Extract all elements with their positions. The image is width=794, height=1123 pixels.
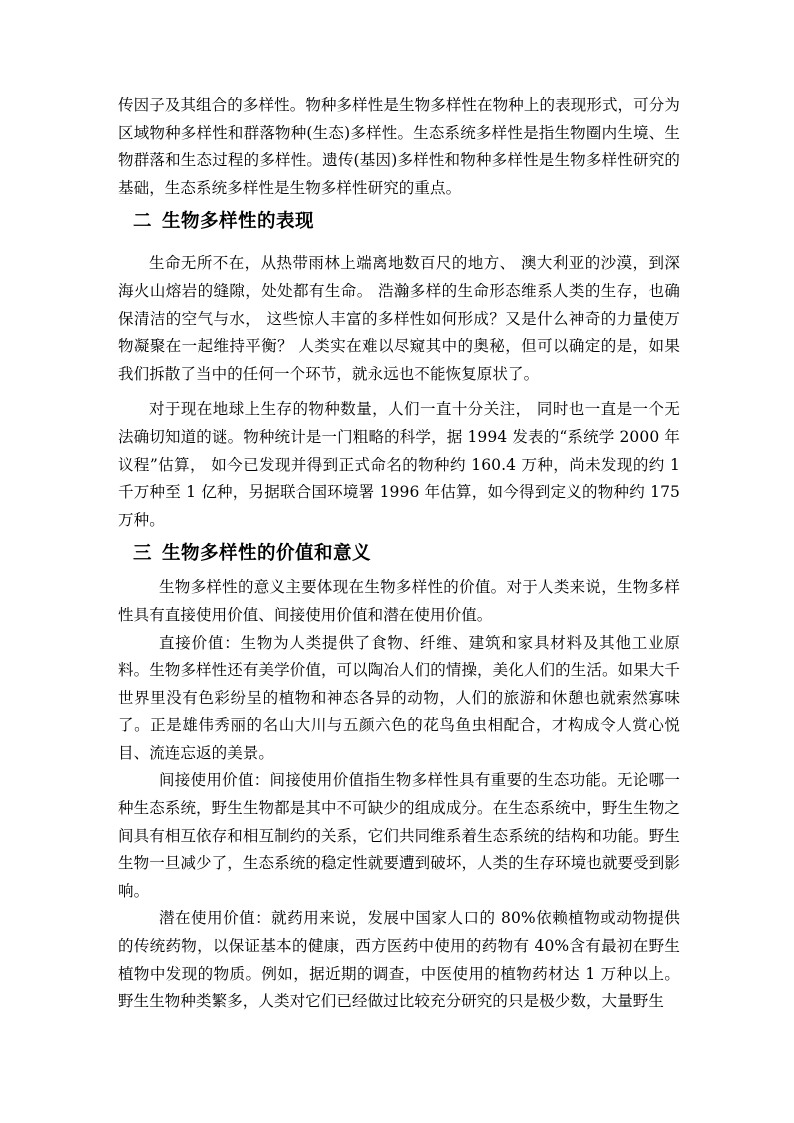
paragraph-life-everywhere: 生命无所不在，从热带雨林上端离地数百尺的地方、 澳大利亚的沙漠，到深海火山熔岩的缝隙，处处都有生命。 浩瀚多样的生命形态维系人类的生存，也确保清洁的空气与水， 这些惊人丰富的多样性如何形成？又是什么神奇的力量使万物凝聚在一起维持平衡？ 人类实在难以尽窥其中的奥秘，但可以确定的是，如果我们拆散了当中的任何一个环节，就永远也不能恢复原状了。 xyxy=(118,254,680,383)
section-number: 二 xyxy=(133,211,153,233)
section-number: 三 xyxy=(133,543,153,565)
paragraph-value-intro: 生物多样性的意义主要体现在生物多样性的价值。对于人类来说，生物多样性具有直接使用价值、间接使用价值和潜在使用价值。 xyxy=(118,578,680,624)
paragraph-indirect-value: 间接使用价值：间接使用价值指生物多样性具有重要的生态功能。无论哪一种生态系统，野生生物都是其中不可缺少的组成成分。在生态系统中，野生生物之间具有相互依存和相互制约的关系，它们共同维系着生态系统的结构和功能。野生生物一旦减少了，生态系统的稳定性就要遭到破坏，人类的生存环境也就要受到影响。 xyxy=(118,771,680,900)
paragraph-direct-value: 直接价值：生物为人类提供了食物、纤维、建筑和家具材料及其他工业原料。生物多样性还有美学价值，可以陶冶人们的情操，美化人们的生活。如果大千世界里没有色彩纷呈的植物和神态各异的动物，人们的旅游和休憩也就索然寡味了。正是雄伟秀丽的名山大川与五颜六色的花鸟鱼虫相配合，才构成令人赏心悦目、流连忘返的美景。 xyxy=(118,633,680,762)
paragraph-species-count: 对于现在地球上生存的物种数量，人们一直十分关注， 同时也一直是一个无法确切知道的谜。物种统计是一门粗略的科学，据 1994 发表的“系统学 2000 年议程”估算， 如今已发现并得到正式命名的物种约 160.4 万种，尚未发现的约 1 千万种至 1 亿种，另据联合国环境署 1996 年估算，如今得到定义的物种约 175 万种。 xyxy=(118,400,680,529)
section-title: 生物多样性的表现 xyxy=(162,211,315,233)
paragraph-genetic-species-ecosystem: 传因子及其组合的多样性。物种多样性是生物多样性在物种上的表现形式，可分为区域物种多样性和群落物种(生态)多样性。生态系统多样性是指生物圈内生境、生物群落和生态过程的多样性。遗传(基因)多样性和物种多样性是生物多样性研究的基础，生态系统多样性是生物多样性研究的重点。 xyxy=(118,96,680,197)
section-heading-manifestation xyxy=(118,204,680,240)
document-page xyxy=(118,92,680,1016)
section-heading-value-meaning xyxy=(118,536,680,572)
section-title: 生物多样性的价值和意义 xyxy=(162,543,372,565)
paragraph-potential-value: 潜在使用价值：就药用来说，发展中国家人口的 80%依赖植物或动物提供的传统药物，以保证基本的健康，西方医药中使用的药物有 40%含有最初在野生植物中发现的物质。例如，据近期的调查，中医使用的植物药材达 1 万种以上。野生生物种类繁多，人类对它们已经做过比较充分研究的只是极少数，大量野生 xyxy=(118,909,680,1011)
